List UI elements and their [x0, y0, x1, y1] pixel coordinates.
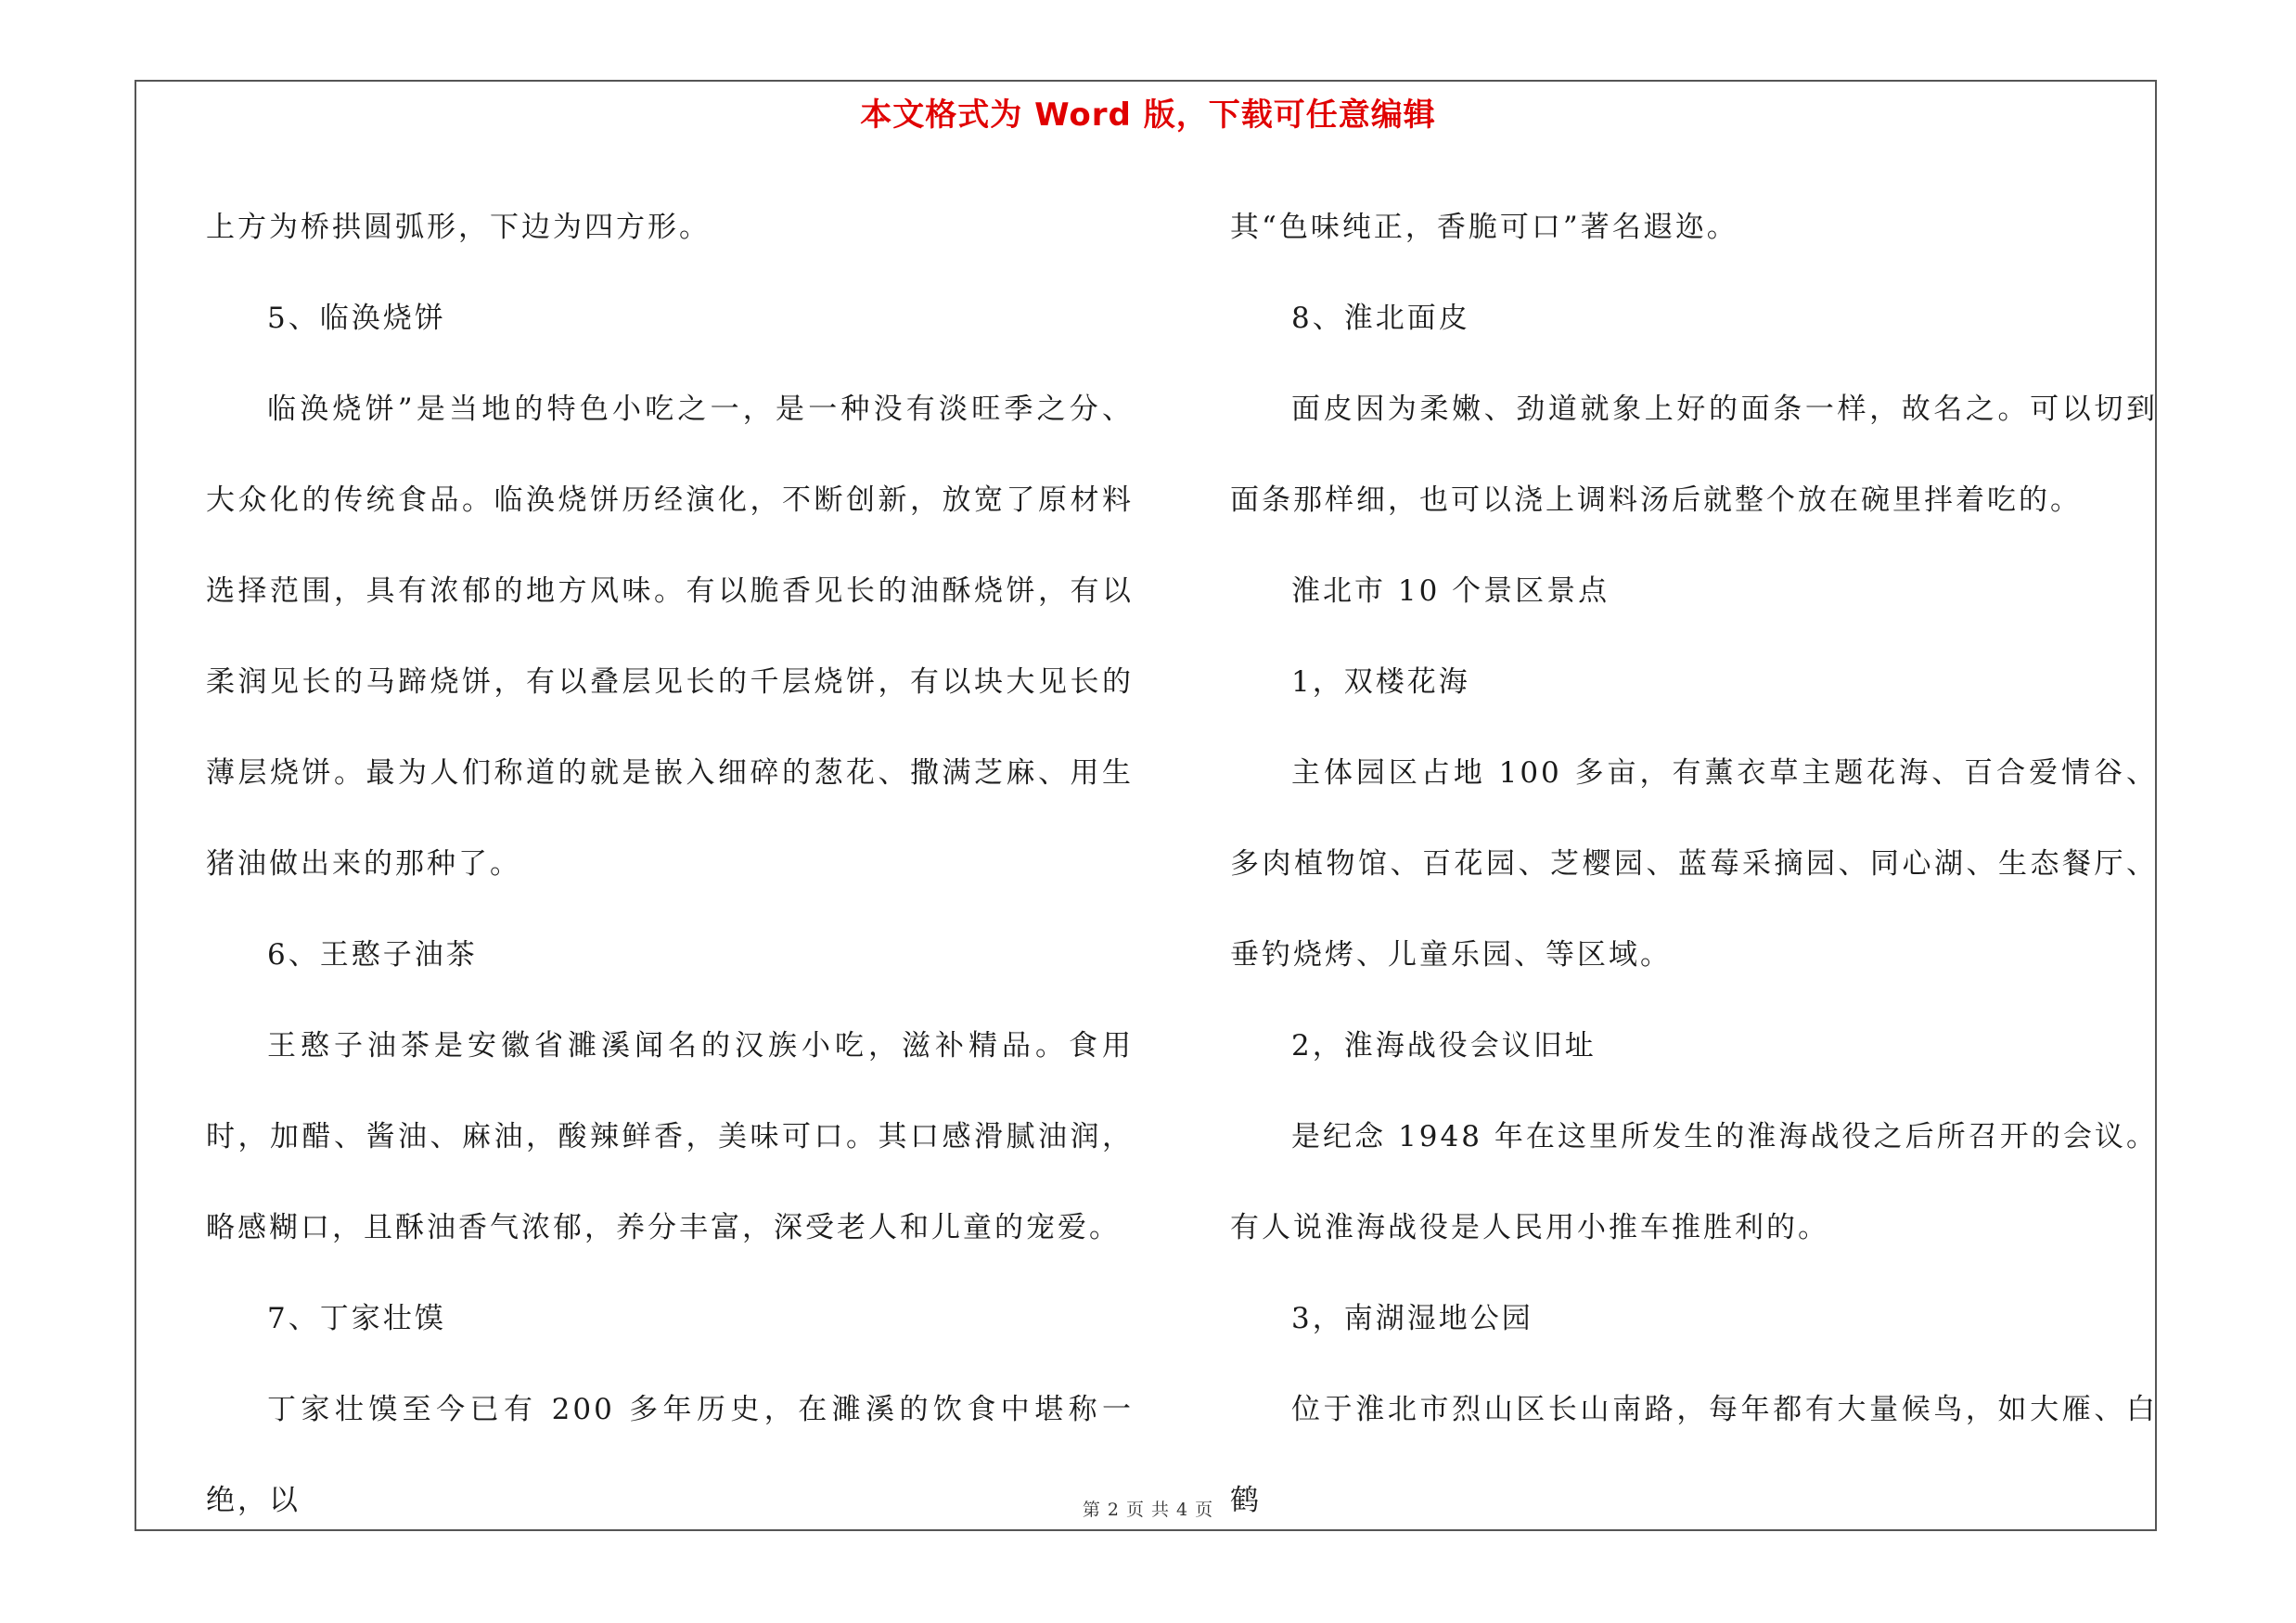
- paragraph: 5、临涣烧饼: [267, 302, 446, 335]
- paragraph: 上方为桥拱圆弧形，下边为四方形。: [206, 211, 711, 244]
- paragraph: 位于淮北市烈山区长山南路，每年都有大量候鸟，如大雁、白鹤: [1230, 1393, 2158, 1517]
- paragraph: 8、淮北面皮: [1291, 302, 1470, 335]
- paragraph: 临涣烧饼”是当地的特色小吃之一，是一种没有淡旺季之分、大众化的传统食品。临涣烧饼历经演化，不断创新，放宽了原材料选择范围，具有浓郁的地方风味。有以脆香见长的油酥烧饼，有以柔润见长的马蹄烧饼，有以叠层见长的千层烧饼，有以块大见长的薄层烧饼。最为人们称道的就是嵌入细碎的葱花、撒满芝麻、用生猪油做出来的那种了。: [206, 393, 1134, 881]
- page-footer: 第 2 页 共 4 页: [1082, 1500, 1214, 1520]
- right-column: [1230, 182, 2158, 1546]
- paragraph: 是纪念 1948 年在这里所发生的淮海战役之后所召开的会议。有人说淮海战役是人民用小推车推胜利的。: [1230, 1120, 2158, 1244]
- paragraph: 面皮因为柔嫩、劲道就象上好的面条一样，故名之。可以切到面条那样细，也可以浇上调料汤后就整个放在碗里拌着吃的。: [1230, 393, 2158, 517]
- paragraph: 丁家壮馍至今已有 200 多年历史，在濉溪的饮食中堪称一绝，以: [206, 1393, 1134, 1517]
- paragraph: 淮北市 10 个景区景点: [1291, 574, 1610, 608]
- header-banner: 本文格式为 Word 版，下载可任意编辑: [860, 97, 1436, 134]
- paragraph: 其“色味纯正，香脆可口”著名遐迩。: [1230, 211, 1738, 244]
- paragraph: 2，淮海战役会议旧址: [1291, 1029, 1597, 1063]
- paragraph: 1，双楼花海: [1291, 665, 1470, 699]
- paragraph: 6、王憨子油茶: [267, 938, 478, 972]
- paragraph: 7、丁家壮馍: [267, 1302, 446, 1335]
- paragraph: 主体园区占地 100 多亩，有薰衣草主题花海、百合爱情谷、多肉植物馆、百花园、芝樱园、蓝莓采摘园、同心湖、生态餐厅、垂钓烧烤、儿童乐园、等区域。: [1230, 756, 2158, 972]
- left-column: [206, 182, 1134, 1546]
- paragraph: 3，南湖湿地公园: [1291, 1302, 1533, 1335]
- paragraph: 王憨子油茶是安徽省濉溪闻名的汉族小吃，滋补精品。食用时，加醋、酱油、麻油，酸辣鲜香，美味可口。其口感滑腻油润，略感糊口，且酥油香气浓郁，养分丰富，深受老人和儿童的宠爱。: [206, 1029, 1134, 1244]
